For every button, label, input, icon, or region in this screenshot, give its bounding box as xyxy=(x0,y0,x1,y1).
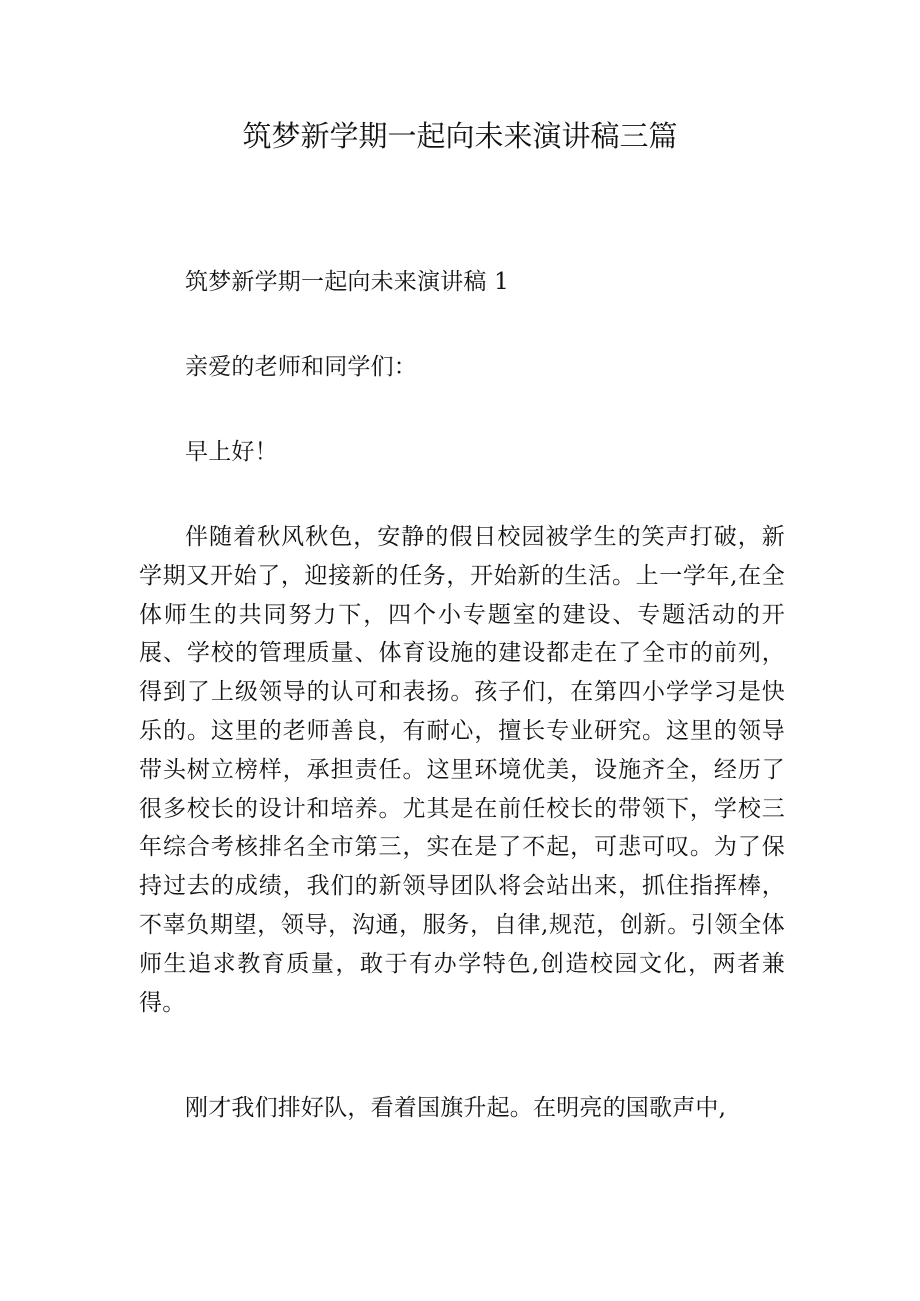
salutation-paragraph: 亲爱的老师和同学们： xyxy=(185,354,417,380)
body-paragraph: 伴随着秋风秋色，安静的假日校园被学生的笑声打破，新学期又开始了，迎接新的任务，开始新的生活。上一学年,在全体师生的共同努力下，四个小专题室的建设、专题活动的开展、学校的管理质量、体育设施的建设都走在了全市的前列，得到了上级领导的认可和表扬。孩子们，在第四小学学习是快乐的。这里的老师善良，有耐心，擅长专业研究。这里的领导带头树立榜样，承担责任。这里环境优美，设施齐全，经历了很多校长的设计和培养。尤其是在前任校长的带领下，学校三年综合考核排名全市第三，实在是了不起，可悲可叹。为了保持过去的成绩，我们的新领导团队将会站出来，抓住指挥棒，不辜负期望，领导，沟通，服务，自律,规范，创新。引领全体师生追求教育质量，敢于有办学特色,创造校园文化，两者兼得。 xyxy=(139,524,785,1016)
document-title: 筑梦新学期一起向未来演讲稿三篇 xyxy=(242,119,678,153)
greeting-paragraph: 早上好！ xyxy=(185,439,278,465)
body-paragraph-continued: 刚才我们排好队，看着国旗升起。在明亮的国歌声中, xyxy=(185,1095,727,1121)
speech-subtitle: 筑梦新学期一起向未来演讲稿 1 xyxy=(185,269,509,295)
